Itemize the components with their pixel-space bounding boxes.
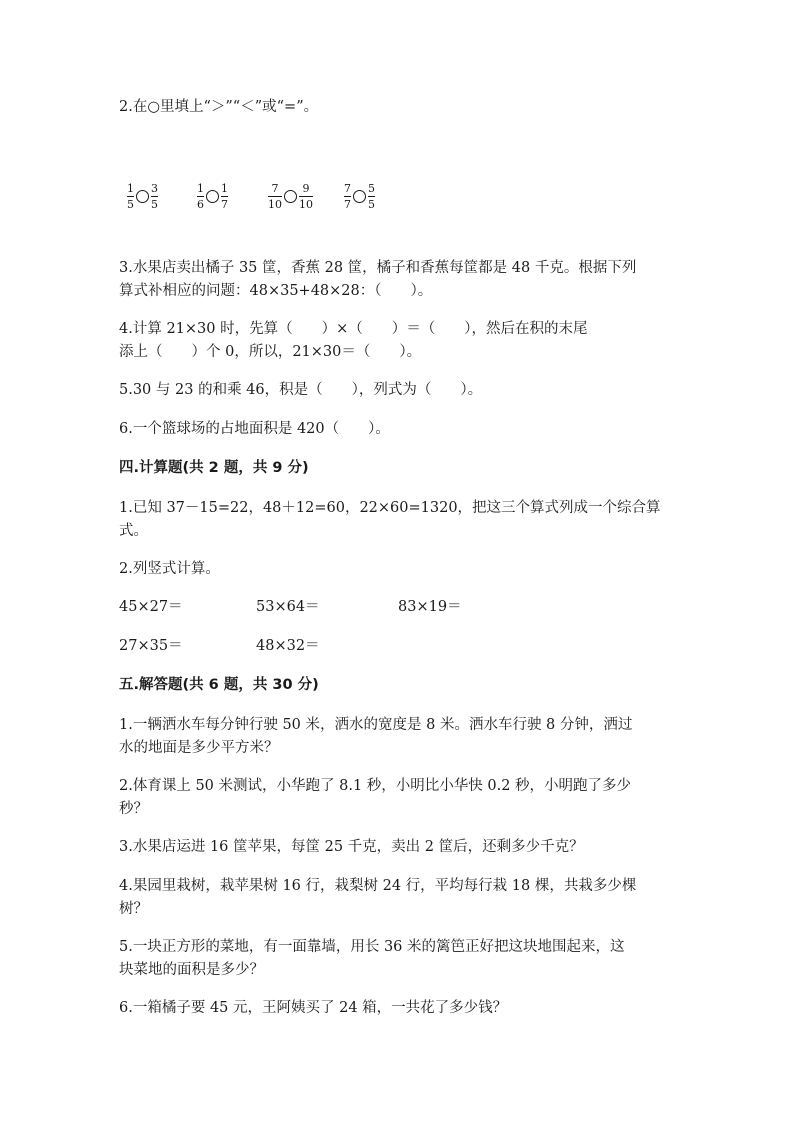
question-4-line-1: 4.计算 21×30 时，先算（ ）×（ ）＝（ ），然后在积的末尾: [119, 321, 588, 337]
section-5-question-5-line-1: 5.一块正方形的菜地，有一面靠墙，用长 36 米的篱笆正好把这块地围起来，这: [119, 939, 625, 955]
question-5-text: 5.30 与 23 的和乘 46，积是（ ），列式为（ ）。: [119, 382, 483, 398]
comparison-1: [127, 178, 158, 214]
section-5-question-1-line-2: 水的地面是多少平方米？: [119, 740, 279, 756]
fraction: $\frac{1}{7}$: [221, 181, 228, 211]
question-2-text: 2.在○里填上“＞”“＜”或“=”。: [119, 99, 319, 115]
fraction: $\frac{1}{6}$: [197, 181, 204, 211]
fraction: $\frac{3}{5}$: [151, 181, 158, 211]
section-4-question-1-line-2: 式。: [119, 523, 148, 539]
question-3-line-2: 算式补相应的问题：48×35+48×28：（ ）。: [119, 283, 433, 299]
blank-circle-icon[interactable]: [136, 190, 149, 203]
fraction: $\frac{7}{10}$: [268, 181, 282, 211]
blank-circle-icon[interactable]: [284, 190, 297, 203]
section-5-heading: 五.解答题(共 6 题，共 30 分): [119, 677, 319, 693]
section-5-question-2-line-1: 2.体育课上 50 米测试，小华跑了 8.1 秒，小明比小华快 0.2 秒，小明跑了多少: [119, 778, 632, 794]
fraction: $\frac{1}{5}$: [127, 181, 134, 211]
calc-item: 45×27＝: [119, 599, 183, 615]
section-5-question-4-line-2: 树？: [119, 901, 148, 917]
section-4-heading: 四.计算题(共 2 题，共 9 分): [119, 460, 309, 476]
blank-circle-icon[interactable]: [353, 190, 366, 203]
section-5-question-3: 3.水果店运进 16 筐苹果，每筐 25 千克，卖出 2 筐后，还剩多少千克？: [119, 839, 584, 855]
fraction: $\frac{9}{10}$: [299, 181, 313, 211]
section-5-question-1-line-1: 1.一辆洒水车每分钟行驶 50 米，洒水的宽度是 8 米。洒水车行驶 8 分钟，洒过: [119, 717, 633, 733]
comparison-4: [344, 178, 375, 214]
section-4-question-2: 2.列竖式计算。: [119, 561, 220, 577]
calc-item: 83×19＝: [398, 599, 462, 615]
comparison-2: [197, 178, 228, 214]
question-4-line-2: 添上（ ）个 0，所以，21×30＝（ ）。: [119, 344, 422, 360]
fraction: $\frac{5}{5}$: [368, 181, 375, 211]
section-5-question-5-line-2: 块菜地的面积是多少？: [119, 962, 264, 978]
question-6-text: 6.一个篮球场的占地面积是 420（ ）。: [119, 421, 390, 437]
fraction: $\frac{7}{7}$: [344, 181, 351, 211]
blank-circle-icon[interactable]: [206, 190, 219, 203]
calc-item: 53×64＝: [256, 599, 320, 615]
question-3-line-1: 3.水果店卖出橘子 35 筐，香蕉 28 筐，橘子和香蕉每筐都是 48 千克。根据下列: [119, 260, 637, 276]
calc-item: 27×35＝: [119, 638, 183, 654]
section-5-question-6: 6.一箱橘子要 45 元，王阿姨买了 24 箱，一共花了多少钱？: [119, 1000, 508, 1016]
calc-item: 48×32＝: [256, 638, 320, 654]
comparison-3: [268, 178, 313, 214]
section-5-question-4-line-1: 4.果园里栽树，栽苹果树 16 行，栽梨树 24 行，平均每行栽 18 棵，共栽多少棵: [119, 878, 637, 894]
section-5-question-2-line-2: 秒？: [119, 801, 148, 817]
section-4-question-1-line-1: 1.已知 37－15=22，48＋12=60，22×60=1320，把这三个算式列成一个综合算: [119, 500, 661, 516]
